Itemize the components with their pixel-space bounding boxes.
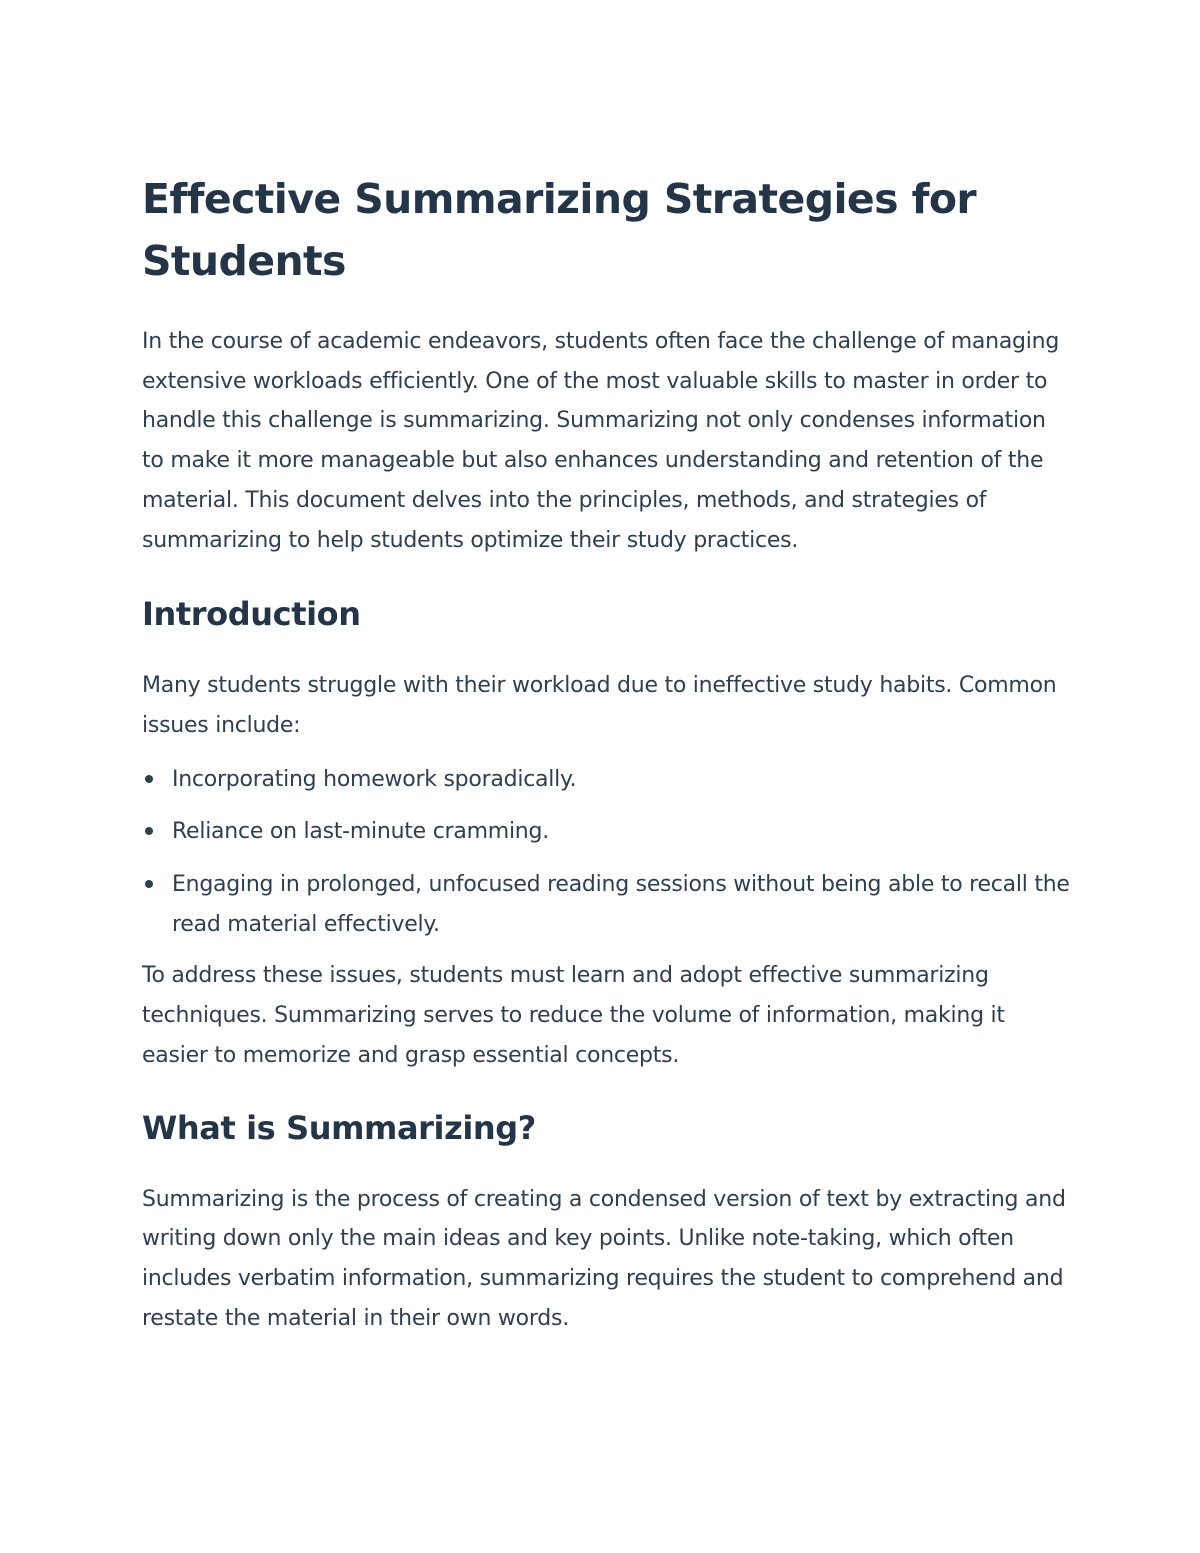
common-issues-list — [142, 760, 1072, 945]
list-item — [142, 812, 1072, 852]
what-is-summarizing-paragraph: Summarizing is the process of creating a condensed version of text by extracting and writing down only the main ideas and key points. Unlike note-taking, which often includes verbatim information, summarizing requires the student to comprehend and restate the material in their own words. — [142, 1186, 1066, 1331]
list-item-text: Reliance on last-minute cramming. — [172, 819, 549, 845]
bullet-icon — [145, 880, 153, 888]
bullet-icon — [145, 827, 153, 835]
list-item — [142, 865, 1072, 944]
document-page — [142, 168, 1072, 1338]
list-item-text: Engaging in prolonged, unfocused reading sessions without being able to recall the read material effectively. — [172, 872, 1070, 937]
introduction-lead-paragraph: Many students struggle with their workload due to ineffective study habits. Common issues include: — [142, 673, 1057, 738]
intro-paragraph: In the course of academic endeavors, students often face the challenge of managing extensive workloads efficiently. One of the most valuable skills to master in order to handle this challenge is summarizing. Summarizing not only condenses information to make it more manageable but also enhances understanding and retention of the material. This document delves into the principles, methods, and strategies of summarizing to help students optimize their study practices. — [142, 329, 1060, 553]
list-item-text: Incorporating homework sporadically. — [172, 766, 577, 792]
section-heading-what-is-summarizing: What is Summarizing? — [142, 1108, 536, 1147]
bullet-icon — [145, 775, 153, 783]
section-heading-introduction: Introduction — [142, 595, 361, 634]
list-item — [142, 760, 1072, 800]
introduction-closing-paragraph: To address these issues, students must learn and adopt effective summarizing techniques. Summarizing serves to reduce the volume of information, making it easier to memorize and grasp essential concepts. — [142, 963, 1005, 1068]
document-title: Effective Summarizing Strategies for Students — [142, 175, 977, 285]
